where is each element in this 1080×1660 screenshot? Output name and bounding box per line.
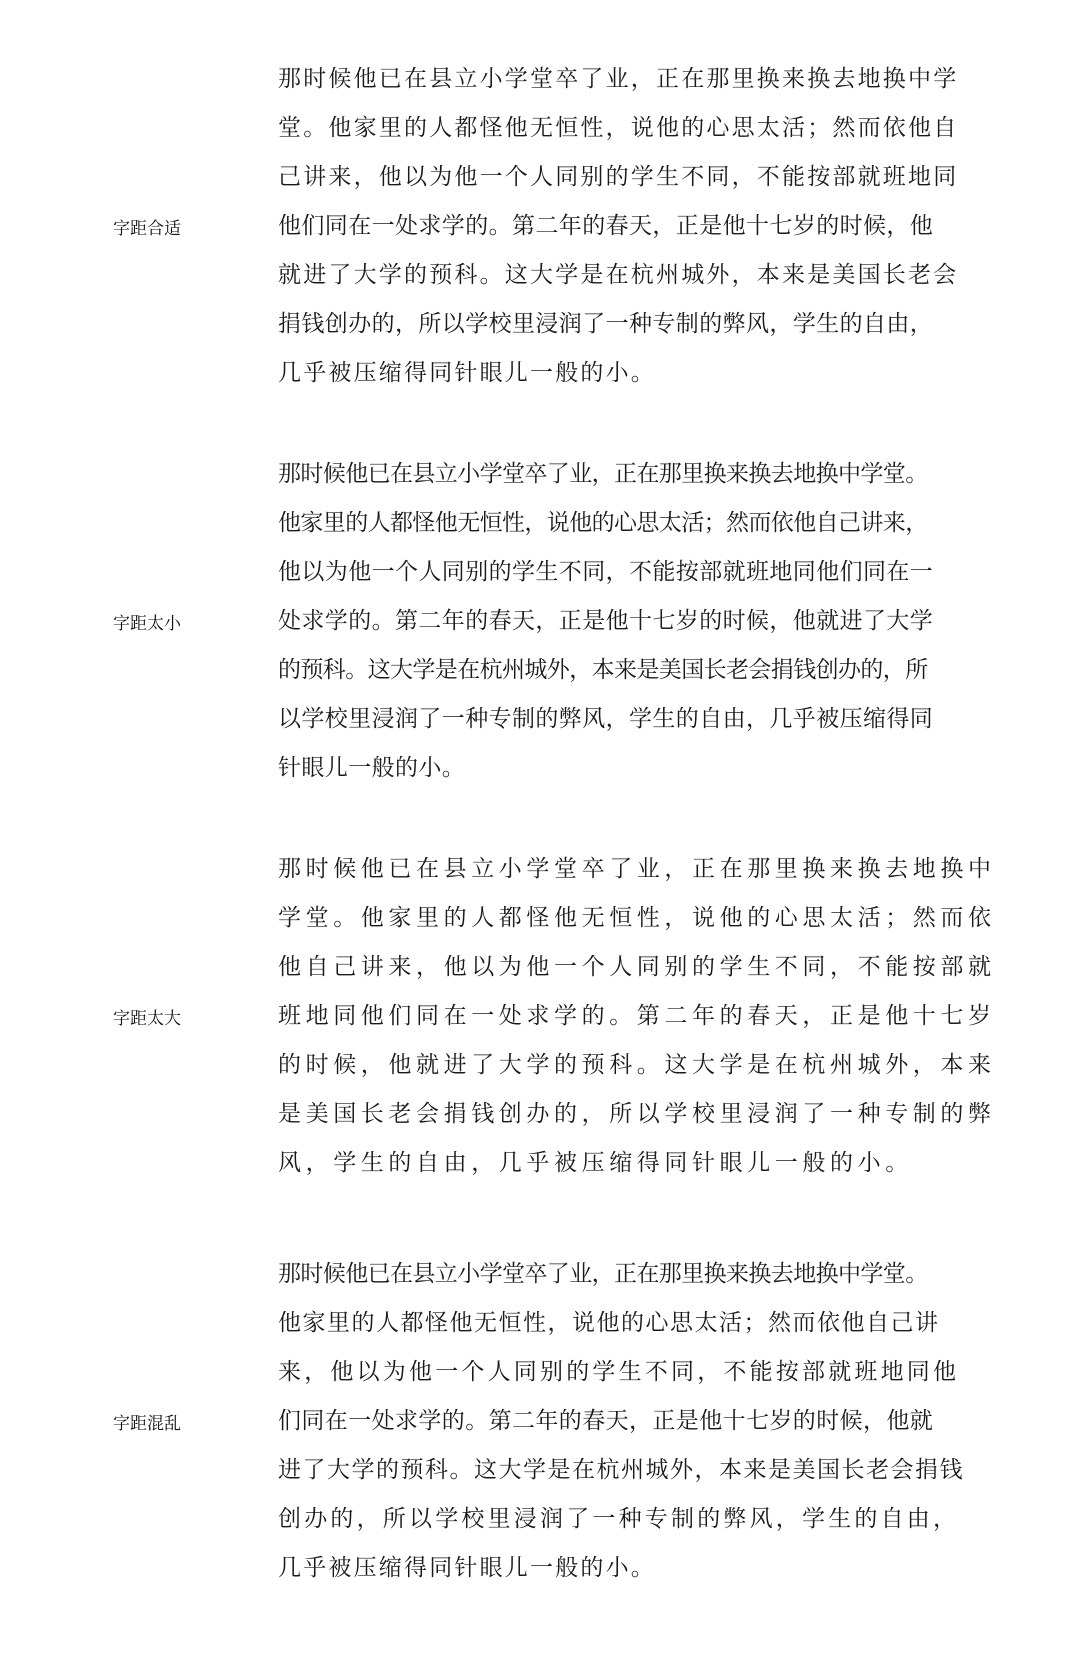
paragraph-line: 进了大学的预科。这大学是在杭州城外，本来是美国长老会捐钱 bbox=[278, 1457, 964, 1483]
paragraph-line: 风，学生的自由，几乎被压缩得同针眼儿一般的小。 bbox=[278, 1150, 913, 1176]
paragraph-line: 们同在一处求学的。第二年的春天，正是他十七岁的时候，他就 bbox=[278, 1408, 934, 1434]
paragraph-line: 己讲来，他以为他一个人同别的学生不同，不能按部就班地同 bbox=[278, 164, 959, 190]
paragraph-line: 他家里的人都怪他无恒性，说他的心思太活；然而依他自己讲 bbox=[278, 1310, 940, 1336]
paragraph-line: 那时候他已在县立小学堂卒了业，正在那里换来换去地换中学堂。 bbox=[278, 461, 928, 487]
paragraph-line: 几乎被压缩得同针眼儿一般的小。 bbox=[278, 1555, 656, 1581]
paragraph-line: 的时候，他就进了大学的预科。这大学是在杭州城外，本来 bbox=[278, 1052, 996, 1078]
paragraph-line: 几乎被压缩得同针眼儿一般的小。 bbox=[278, 360, 656, 386]
paragraph-line: 他自己讲来，他以为他一个人同别的学生不同，不能按部就 bbox=[278, 954, 996, 980]
paragraph-line: 堂。他家里的人都怪他无恒性，说他的心思太活；然而依他自 bbox=[278, 115, 959, 141]
paragraph-line: 学堂。他家里的人都怪他无恒性，说他的心思太活；然而依 bbox=[278, 905, 996, 931]
paragraph-line: 那时候他已在县立小学堂卒了业，正在那里换来换去地换中 bbox=[278, 856, 996, 882]
paragraph-line: 来，他以为他一个人同别的学生不同，不能按部就班地同他 bbox=[278, 1359, 960, 1385]
paragraph-line: 针眼儿一般的小。 bbox=[278, 755, 466, 781]
section-label: 字距混乱 bbox=[113, 1414, 181, 1434]
paragraph-line: 捐钱创办的，所以学校里浸润了一种专制的弊风，学生的自由， bbox=[278, 311, 934, 337]
section-label: 字距太大 bbox=[113, 1009, 181, 1029]
paragraph-line: 他们同在一处求学的。第二年的春天，正是他十七岁的时候，他 bbox=[278, 213, 934, 239]
paragraph-line: 处求学的。第二年的春天，正是他十七岁的时候，他就进了大学 bbox=[278, 608, 934, 634]
paragraph-line: 他家里的人都怪他无恒性，说他的心思太活；然而依他自己讲来， bbox=[278, 510, 928, 536]
paragraph-line: 他以为他一个人同别的学生不同，不能按部就班地同他们同在一 bbox=[278, 559, 934, 585]
paragraph-line: 创办的，所以学校里浸润了一种专制的弊风，学生的自由， bbox=[278, 1506, 960, 1532]
paragraph-line: 那时候他已在县立小学堂卒了业，正在那里换来换去地换中学堂。 bbox=[278, 1261, 928, 1287]
paragraph-line: 班地同他们同在一处求学的。第二年的春天，正是他十七岁 bbox=[278, 1003, 996, 1029]
paragraph-line: 就进了大学的预科。这大学是在杭州城外，本来是美国长老会 bbox=[278, 262, 959, 288]
section-label: 字距太小 bbox=[113, 614, 181, 634]
paragraph-line: 以学校里浸润了一种专制的弊风，学生的自由，几乎被压缩得同 bbox=[278, 706, 934, 732]
paragraph-line: 是美国长老会捐钱创办的，所以学校里浸润了一种专制的弊 bbox=[278, 1101, 996, 1127]
paragraph-line: 那时候他已在县立小学堂卒了业，正在那里换来换去地换中学 bbox=[278, 66, 959, 92]
section-label: 字距合适 bbox=[113, 219, 181, 239]
paragraph-line: 的预科。这大学是在杭州城外，本来是美国长老会捐钱创办的，所 bbox=[278, 657, 928, 683]
